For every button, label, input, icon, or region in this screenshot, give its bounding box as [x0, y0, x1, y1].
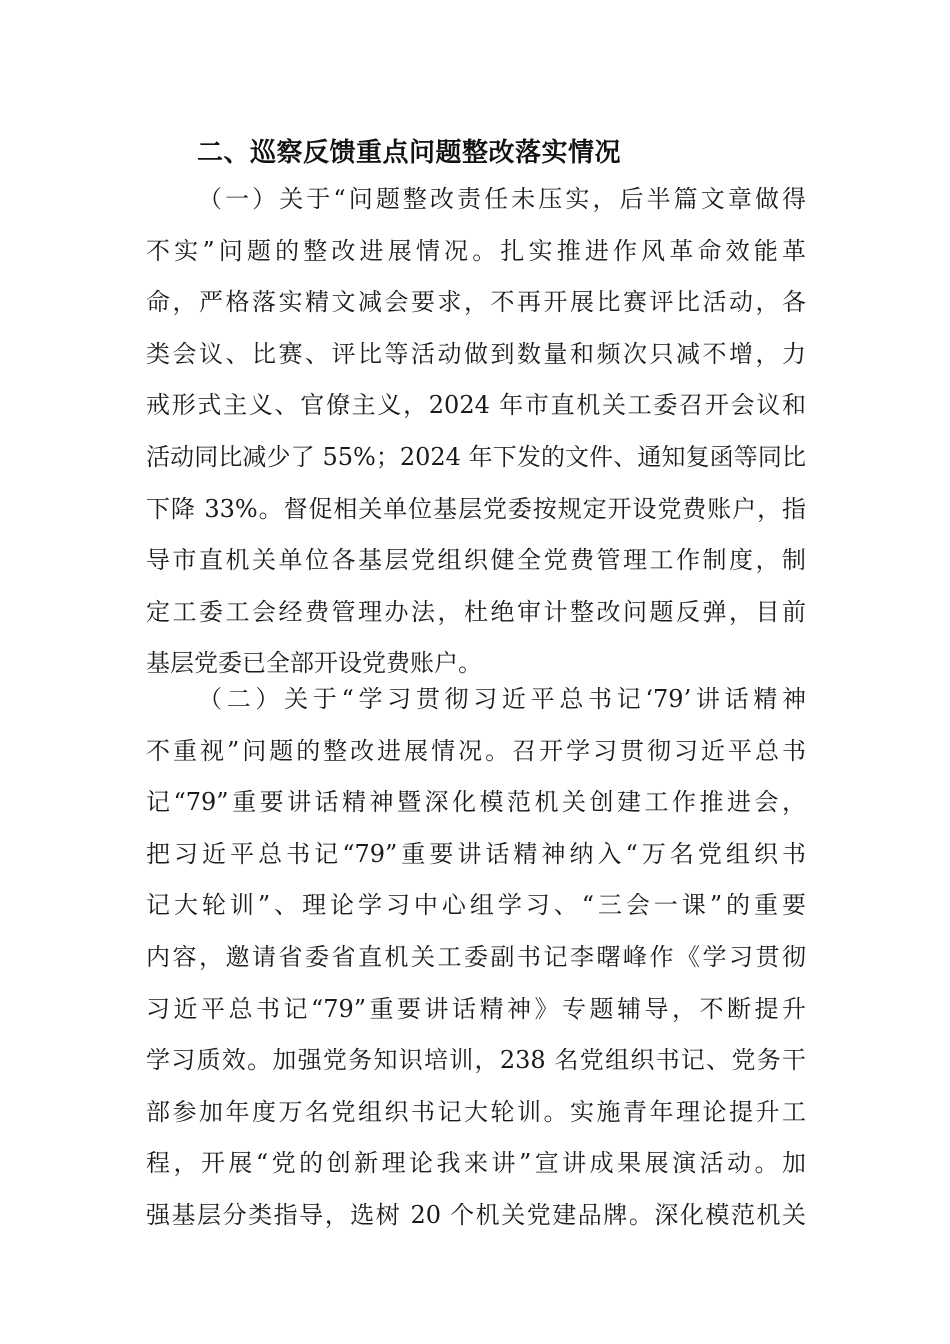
paragraph-line: （二）关于“学习贯彻习近平总书记‘79’讲话精神	[198, 685, 806, 713]
paragraph-line: （一）关于“问题整改责任未压实，后半篇文章做得	[198, 185, 806, 213]
paragraph-line: 不重视”问题的整改进展情况。召开学习贯彻习近平总书	[146, 736, 806, 765]
paragraph-line: 命，严格落实精文减会要求，不再开展比赛评比活动，各	[146, 288, 806, 317]
paragraph-2	[146, 674, 806, 1242]
paragraph-line: 把习近平总书记“79”重要讲话精神纳入“万名党组织书	[146, 839, 806, 868]
paragraph-line: 强基层分类指导，选树 20 个机关党建品牌。深化模范机关	[146, 1200, 806, 1229]
paragraph-line: 内容，邀请省委省直机关工委副书记李曙峰作《学习贯彻	[146, 942, 806, 971]
paragraph-line: 活动同比减少了 55%；2024 年下发的文件、通知复函等同比	[146, 442, 806, 471]
paragraph-line: 习近平总书记“79”重要讲话精神》专题辅导，不断提升	[146, 994, 806, 1023]
paragraph-1	[146, 174, 806, 690]
paragraph-line: 类会议、比赛、评比等活动做到数量和频次只减不增，力	[146, 339, 806, 368]
section-heading: 二、巡察反馈重点问题整改落实情况	[197, 138, 622, 168]
paragraph-line: 记“79”重要讲话精神暨深化模范机关创建工作推进会，	[146, 788, 806, 817]
paragraph-line: 不实”问题的整改进展情况。扎实推进作风革命效能革	[146, 236, 806, 265]
paragraph-line: 导市直机关单位各基层党组织健全党费管理工作制度，制	[146, 546, 806, 575]
paragraph-line: 基层党委已全部开设党费账户。	[146, 649, 482, 678]
paragraph-line: 定工委工会经费管理办法，杜绝审计整改问题反弹，目前	[146, 597, 806, 626]
paragraph-line: 戒形式主义、官僚主义，2024 年市直机关工委召开会议和	[146, 391, 806, 420]
paragraph-line: 下降 33%。督促相关单位基层党委按规定开设党费账户，指	[146, 494, 806, 523]
paragraph-line: 记大轮训”、理论学习中心组学习、“三会一课”的重要	[146, 891, 806, 920]
paragraph-line: 部参加年度万名党组织书记大轮训。实施青年理论提升工	[146, 1097, 806, 1126]
paragraph-line: 程，开展“党的创新理论我来讲”宣讲成果展演活动。加	[146, 1149, 806, 1178]
paragraph-line: 学习质效。加强党务知识培训，238 名党组织书记、党务干	[146, 1046, 806, 1075]
